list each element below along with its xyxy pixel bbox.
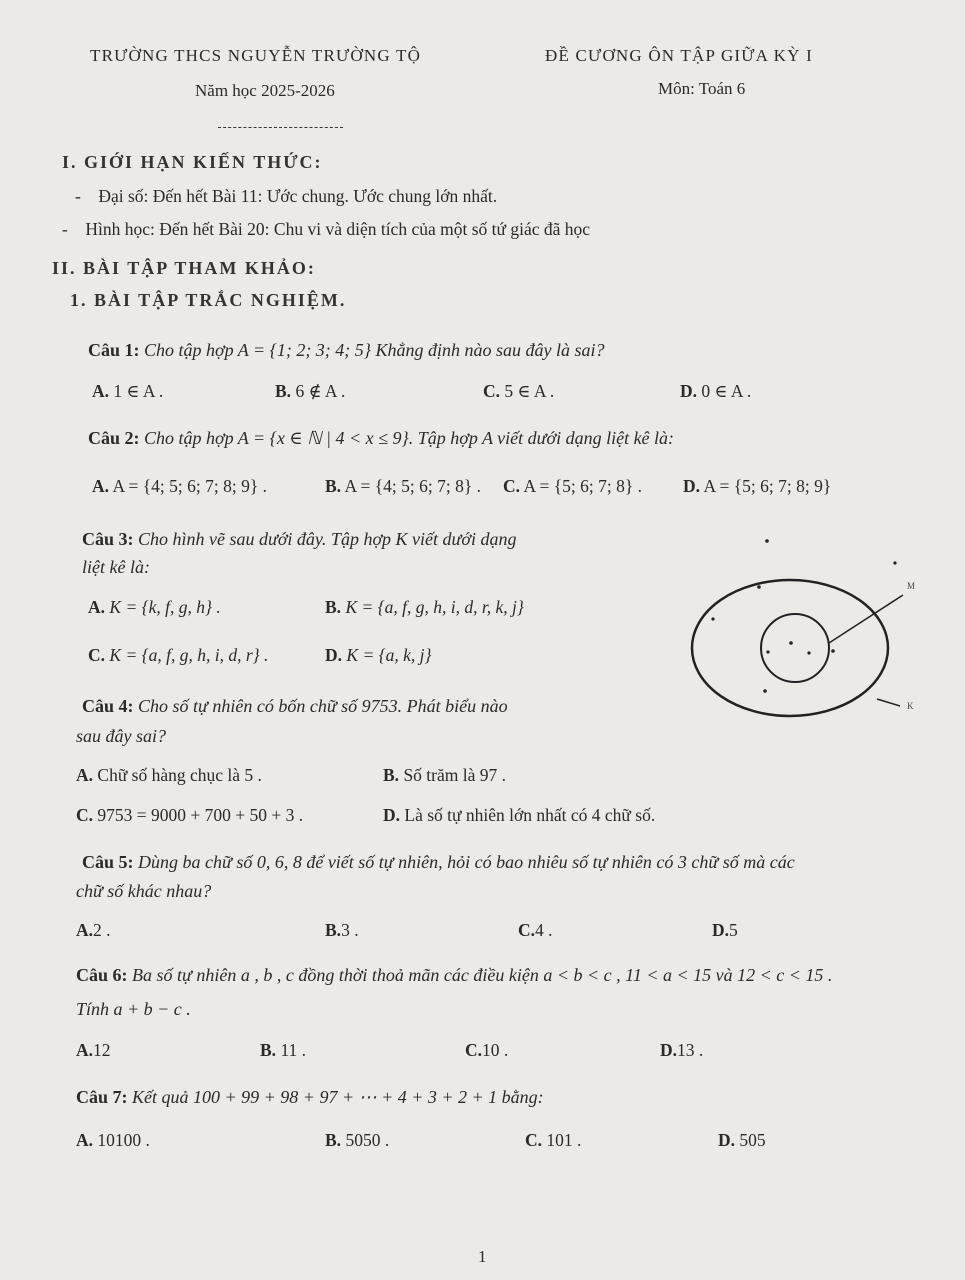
question-text-cont: chữ số khác nhau? (76, 881, 212, 901)
option-d (325, 645, 432, 666)
option-a (76, 765, 262, 786)
page-number: 1 (478, 1247, 487, 1266)
option-letter: D. (718, 1130, 736, 1150)
question-7 (76, 1087, 544, 1108)
option-letter: D. (712, 920, 730, 940)
question-text: Kết quả 100 + 99 + 98 + 97 + ⋯ + 4 + 3 + 2 + 1 bằng: (127, 1087, 544, 1107)
option-text: 1 ∈ A . (113, 381, 164, 401)
question-2 (88, 428, 674, 449)
point-m-2 (789, 641, 793, 645)
question-number: Câu 4: (82, 696, 134, 716)
option-a (76, 1040, 111, 1061)
option-letter: C. (465, 1040, 483, 1060)
set-k-label: K (907, 701, 914, 711)
option-text: K = {a, f, g, h, i, d, r, k, j} (345, 597, 524, 617)
option-letter: A. (76, 920, 94, 940)
section-2-subheading: 1. BÀI TẬP TRẮC NGHIỆM. (70, 290, 347, 310)
option-text: 0 ∈ A . (701, 381, 752, 401)
option-letter: B. (275, 381, 292, 401)
set-k-outline (692, 580, 888, 716)
question-number: Câu 2: (88, 428, 140, 448)
venn-diagram (655, 515, 935, 725)
option-text: 6 ∉ A . (295, 381, 346, 401)
set-m-outline (761, 614, 829, 682)
option-text: 10 . (482, 1040, 509, 1060)
option-a (76, 920, 111, 941)
option-letter: C. (518, 920, 536, 940)
point-outside-2 (893, 561, 896, 564)
question-1 (88, 340, 605, 361)
question-text: Ba số tự nhiên a , b , c đồng thời thoả mãn các điều kiện a < b < c , 11 < a < 15 và 12 < c < 15 . (127, 965, 833, 985)
section-1-heading: I. GIỚI HẠN KIẾN THỨC: (62, 152, 323, 172)
school-year: Năm học 2025-2026 (195, 81, 335, 100)
option-letter: D. (660, 1040, 678, 1060)
section-1-item: - Đại số: Đến hết Bài 11: Ước chung. Ước chung lớn nhất. (75, 186, 498, 206)
option-b (260, 1040, 306, 1061)
point-outside-1 (765, 539, 769, 543)
option-letter: D. (680, 381, 698, 401)
point-k-4 (831, 649, 835, 653)
option-text: 101 . (546, 1130, 582, 1150)
option-letter: C. (525, 1130, 543, 1150)
option-b (383, 765, 506, 786)
option-d (383, 805, 655, 826)
option-letter: B. (325, 476, 342, 496)
option-letter: B. (325, 1130, 342, 1150)
option-letter: C. (76, 805, 94, 825)
option-a (92, 381, 163, 402)
option-letter: B. (260, 1040, 277, 1060)
option-c (503, 476, 642, 497)
option-a (92, 476, 267, 497)
option-letter: C. (483, 381, 501, 401)
option-text: Là số tự nhiên lớn nhất có 4 chữ số. (404, 805, 656, 825)
option-d (712, 920, 738, 941)
option-a (88, 597, 221, 618)
option-text: 9753 = 9000 + 700 + 50 + 3 . (97, 805, 304, 825)
option-letter: A. (88, 597, 106, 617)
option-d (718, 1130, 766, 1151)
section-1-item: - Hình học: Đến hết Bài 20: Chu vi và diện tích của một số tứ giác đã học (62, 219, 591, 239)
option-b (275, 381, 345, 402)
option-b (325, 597, 524, 618)
option-letter: A. (92, 476, 110, 496)
set-m-pointer (829, 595, 903, 643)
question-6 (76, 965, 832, 986)
question-5 (82, 852, 795, 873)
option-b (325, 920, 359, 941)
option-b (325, 476, 481, 497)
option-text: 505 (739, 1130, 766, 1150)
option-c (88, 645, 268, 666)
option-text: K = {a, k, j} (346, 645, 432, 665)
option-text: K = {a, f, g, h, i, d, r} . (109, 645, 269, 665)
option-letter: B. (325, 597, 342, 617)
item-text: Hình học: Đến hết Bài 20: Chu vi và diện tích của một số tứ giác đã học (85, 219, 591, 239)
option-a (76, 1130, 150, 1151)
option-letter: A. (92, 381, 110, 401)
question-text-cont: Tính a + b − c . (76, 999, 191, 1019)
option-text: 5 ∈ A . (504, 381, 555, 401)
question-number: Câu 7: (76, 1087, 128, 1107)
school-name: TRƯỜNG THCS NGUYỄN TRƯỜNG TỘ (90, 46, 422, 65)
point-m-1 (766, 650, 769, 653)
option-text: A = {4; 5; 6; 7; 8} . (344, 476, 482, 496)
option-d (660, 1040, 703, 1061)
option-letter: D. (683, 476, 701, 496)
set-k-pointer (877, 699, 900, 706)
option-text: 5 (729, 920, 738, 940)
option-text: A = {5; 6; 7; 8; 9} (703, 476, 832, 496)
option-text: 3 . (341, 920, 359, 940)
option-text: 4 . (535, 920, 553, 940)
question-number: Câu 3: (82, 529, 134, 549)
option-letter: D. (325, 645, 343, 665)
option-letter: A. (76, 1130, 94, 1150)
option-text: 12 (93, 1040, 111, 1060)
option-letter: B. (325, 920, 342, 940)
section-2-heading: II. BÀI TẬP THAM KHẢO: (52, 258, 316, 278)
option-text: 10100 . (97, 1130, 150, 1150)
question-3 (82, 529, 516, 550)
point-m-3 (807, 651, 810, 654)
option-text: A = {4; 5; 6; 7; 8; 9} . (112, 476, 267, 496)
question-text: Dùng ba chữ số 0, 6, 8 để viết số tự nhiên, hỏi có bao nhiêu số tự nhiên có 3 chữ số mà các (133, 852, 795, 872)
question-text-cont: liệt kê là: (82, 557, 150, 577)
exam-title: ĐỀ CƯƠNG ÔN TẬP GIỮA KỲ I (545, 46, 813, 65)
option-d (683, 476, 831, 497)
option-letter: A. (76, 1040, 94, 1060)
question-number: Câu 5: (82, 852, 134, 872)
option-letter: B. (383, 765, 400, 785)
option-c (518, 920, 553, 941)
question-4 (82, 696, 508, 717)
question-text: Cho hình vẽ sau dưới đây. Tập hợp K viết dưới dạng (133, 529, 517, 549)
set-m-label: M (907, 581, 916, 591)
question-text-cont: sau đây sai? (76, 726, 166, 746)
item-text: Đại số: Đến hết Bài 11: Ước chung. Ước chung lớn nhất. (98, 186, 498, 206)
question-number: Câu 1: (88, 340, 140, 360)
option-text: Số trăm là 97 . (403, 765, 506, 785)
option-text: Chữ số hàng chục là 5 . (97, 765, 262, 785)
option-letter: C. (503, 476, 521, 496)
point-k-1 (757, 585, 761, 589)
question-text: Cho tập hợp A = {x ∈ ℕ | 4 < x ≤ 9}. Tập hợp A viết dưới dạng liệt kê là: (139, 428, 675, 448)
option-b (325, 1130, 389, 1151)
point-k-3 (763, 689, 767, 693)
option-text: 13 . (677, 1040, 704, 1060)
option-letter: D. (383, 805, 401, 825)
option-c (525, 1130, 581, 1151)
option-letter: A. (76, 765, 94, 785)
option-text: 5050 . (345, 1130, 390, 1150)
divider (218, 127, 343, 128)
question-text: Cho số tự nhiên có bốn chữ số 9753. Phát biểu nào (133, 696, 508, 716)
option-text: K = {k, f, g, h} . (109, 597, 221, 617)
option-c (483, 381, 554, 402)
option-text: 11 . (280, 1040, 307, 1060)
question-text: Cho tập hợp A = {1; 2; 3; 4; 5} Khẳng định nào sau đây là sai? (139, 340, 605, 360)
option-c (465, 1040, 508, 1061)
option-c (76, 805, 303, 826)
point-k-2 (711, 617, 714, 620)
option-text: A = {5; 6; 7; 8} . (523, 476, 642, 496)
question-number: Câu 6: (76, 965, 128, 985)
subject: Môn: Toán 6 (658, 79, 746, 98)
option-d (680, 381, 751, 402)
option-text: 2 . (93, 920, 111, 940)
option-letter: C. (88, 645, 106, 665)
